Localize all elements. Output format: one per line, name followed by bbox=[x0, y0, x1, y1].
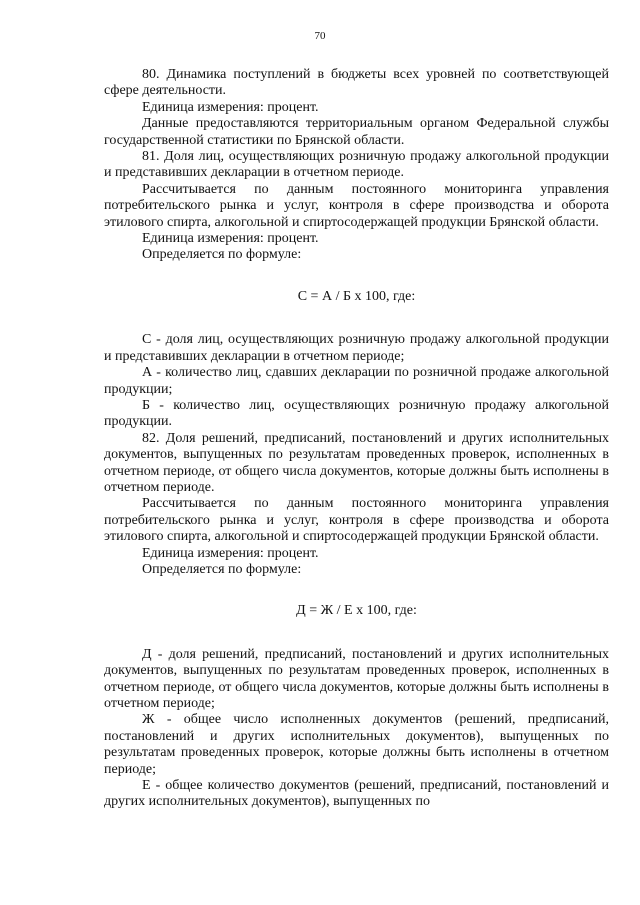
paragraph-source-80: Данные предоставляются территориальным органом Федеральной службы государственной статистики по Брянской области. bbox=[104, 116, 609, 148]
formula-term-d: Д - доля решений, предписаний, постановлений и других исполнительных документов, выпущенных по результатам проведенных проверок, исполненных в отчетном периоде, от общего числа документов, которые должны быть исполнены в отчетном периоде; bbox=[104, 646, 609, 711]
paragraph-item-80-title: 80. Динамика поступлений в бюджеты всех уровней по соответствующей сфере деятельности. bbox=[104, 67, 609, 99]
paragraph-unit-82: Единица измерения: процент. bbox=[142, 545, 319, 561]
formula-term-a: А - количество лиц, сдавших декларации по розничной продаже алкогольной продукции; bbox=[104, 365, 609, 397]
paragraph-formula-intro-81: Определяется по формуле: bbox=[142, 247, 302, 263]
paragraph-unit-81: Единица измерения: процент. bbox=[142, 231, 319, 247]
formula-82: Д = Ж / Е х 100, где: bbox=[296, 603, 417, 619]
formula-term-e: Е - общее количество документов (решений, предписаний, постановлений и других исполнительных документов), выпущенных по bbox=[104, 778, 609, 810]
paragraph-item-81-title: 81. Доля лиц, осуществляющих розничную продажу алкогольной продукции и представивших декларации в отчетном периоде. bbox=[104, 149, 609, 181]
formula-term-b: Б - количество лиц, осуществляющих розничную продажу алкогольной продукции. bbox=[104, 397, 609, 430]
formula-term-c: С - доля лиц, осуществляющих розничную продажу алкогольной продукции и представивших декларации в отчетном периоде; bbox=[104, 332, 609, 364]
paragraph-formula-intro-82: Определяется по формуле: bbox=[142, 561, 302, 577]
paragraph-item-82-title: 82. Доля решений, предписаний, постановлений и других исполнительных документов, выпущенных по результатам проведенных проверок, исполненных в отчетном периоде, от общего числа документов, которые должны быть исполнены в отчетном периоде. bbox=[104, 430, 609, 495]
page-body bbox=[104, 67, 609, 811]
paragraph-method-81: Рассчитывается по данным постоянного мониторинга управления потребительского рынка и услуг, контроля в сфере производства и оборота этилового спирта, алкогольной и спиртосодержащей продукции Брянской области. bbox=[104, 181, 609, 230]
formula-term-zh: Ж - общее число исполненных документов (решений, предписаний, постановлений и других исполнительных документов), выпущенных по результатам проведенных проверок, которые должны быть исполнены в отчетном периоде; bbox=[104, 712, 609, 777]
formula-81: С = А / Б х 100, где: bbox=[297, 288, 416, 304]
page-number: 70 bbox=[314, 30, 326, 42]
paragraph-unit-80: Единица измерения: процент. bbox=[142, 99, 319, 115]
paragraph-method-82: Рассчитывается по данным постоянного мониторинга управления потребительского рынка и услуг, контроля в сфере производства и оборота этилового спирта, алкогольной и спиртосодержащей продукции Брянской области. bbox=[104, 496, 609, 545]
